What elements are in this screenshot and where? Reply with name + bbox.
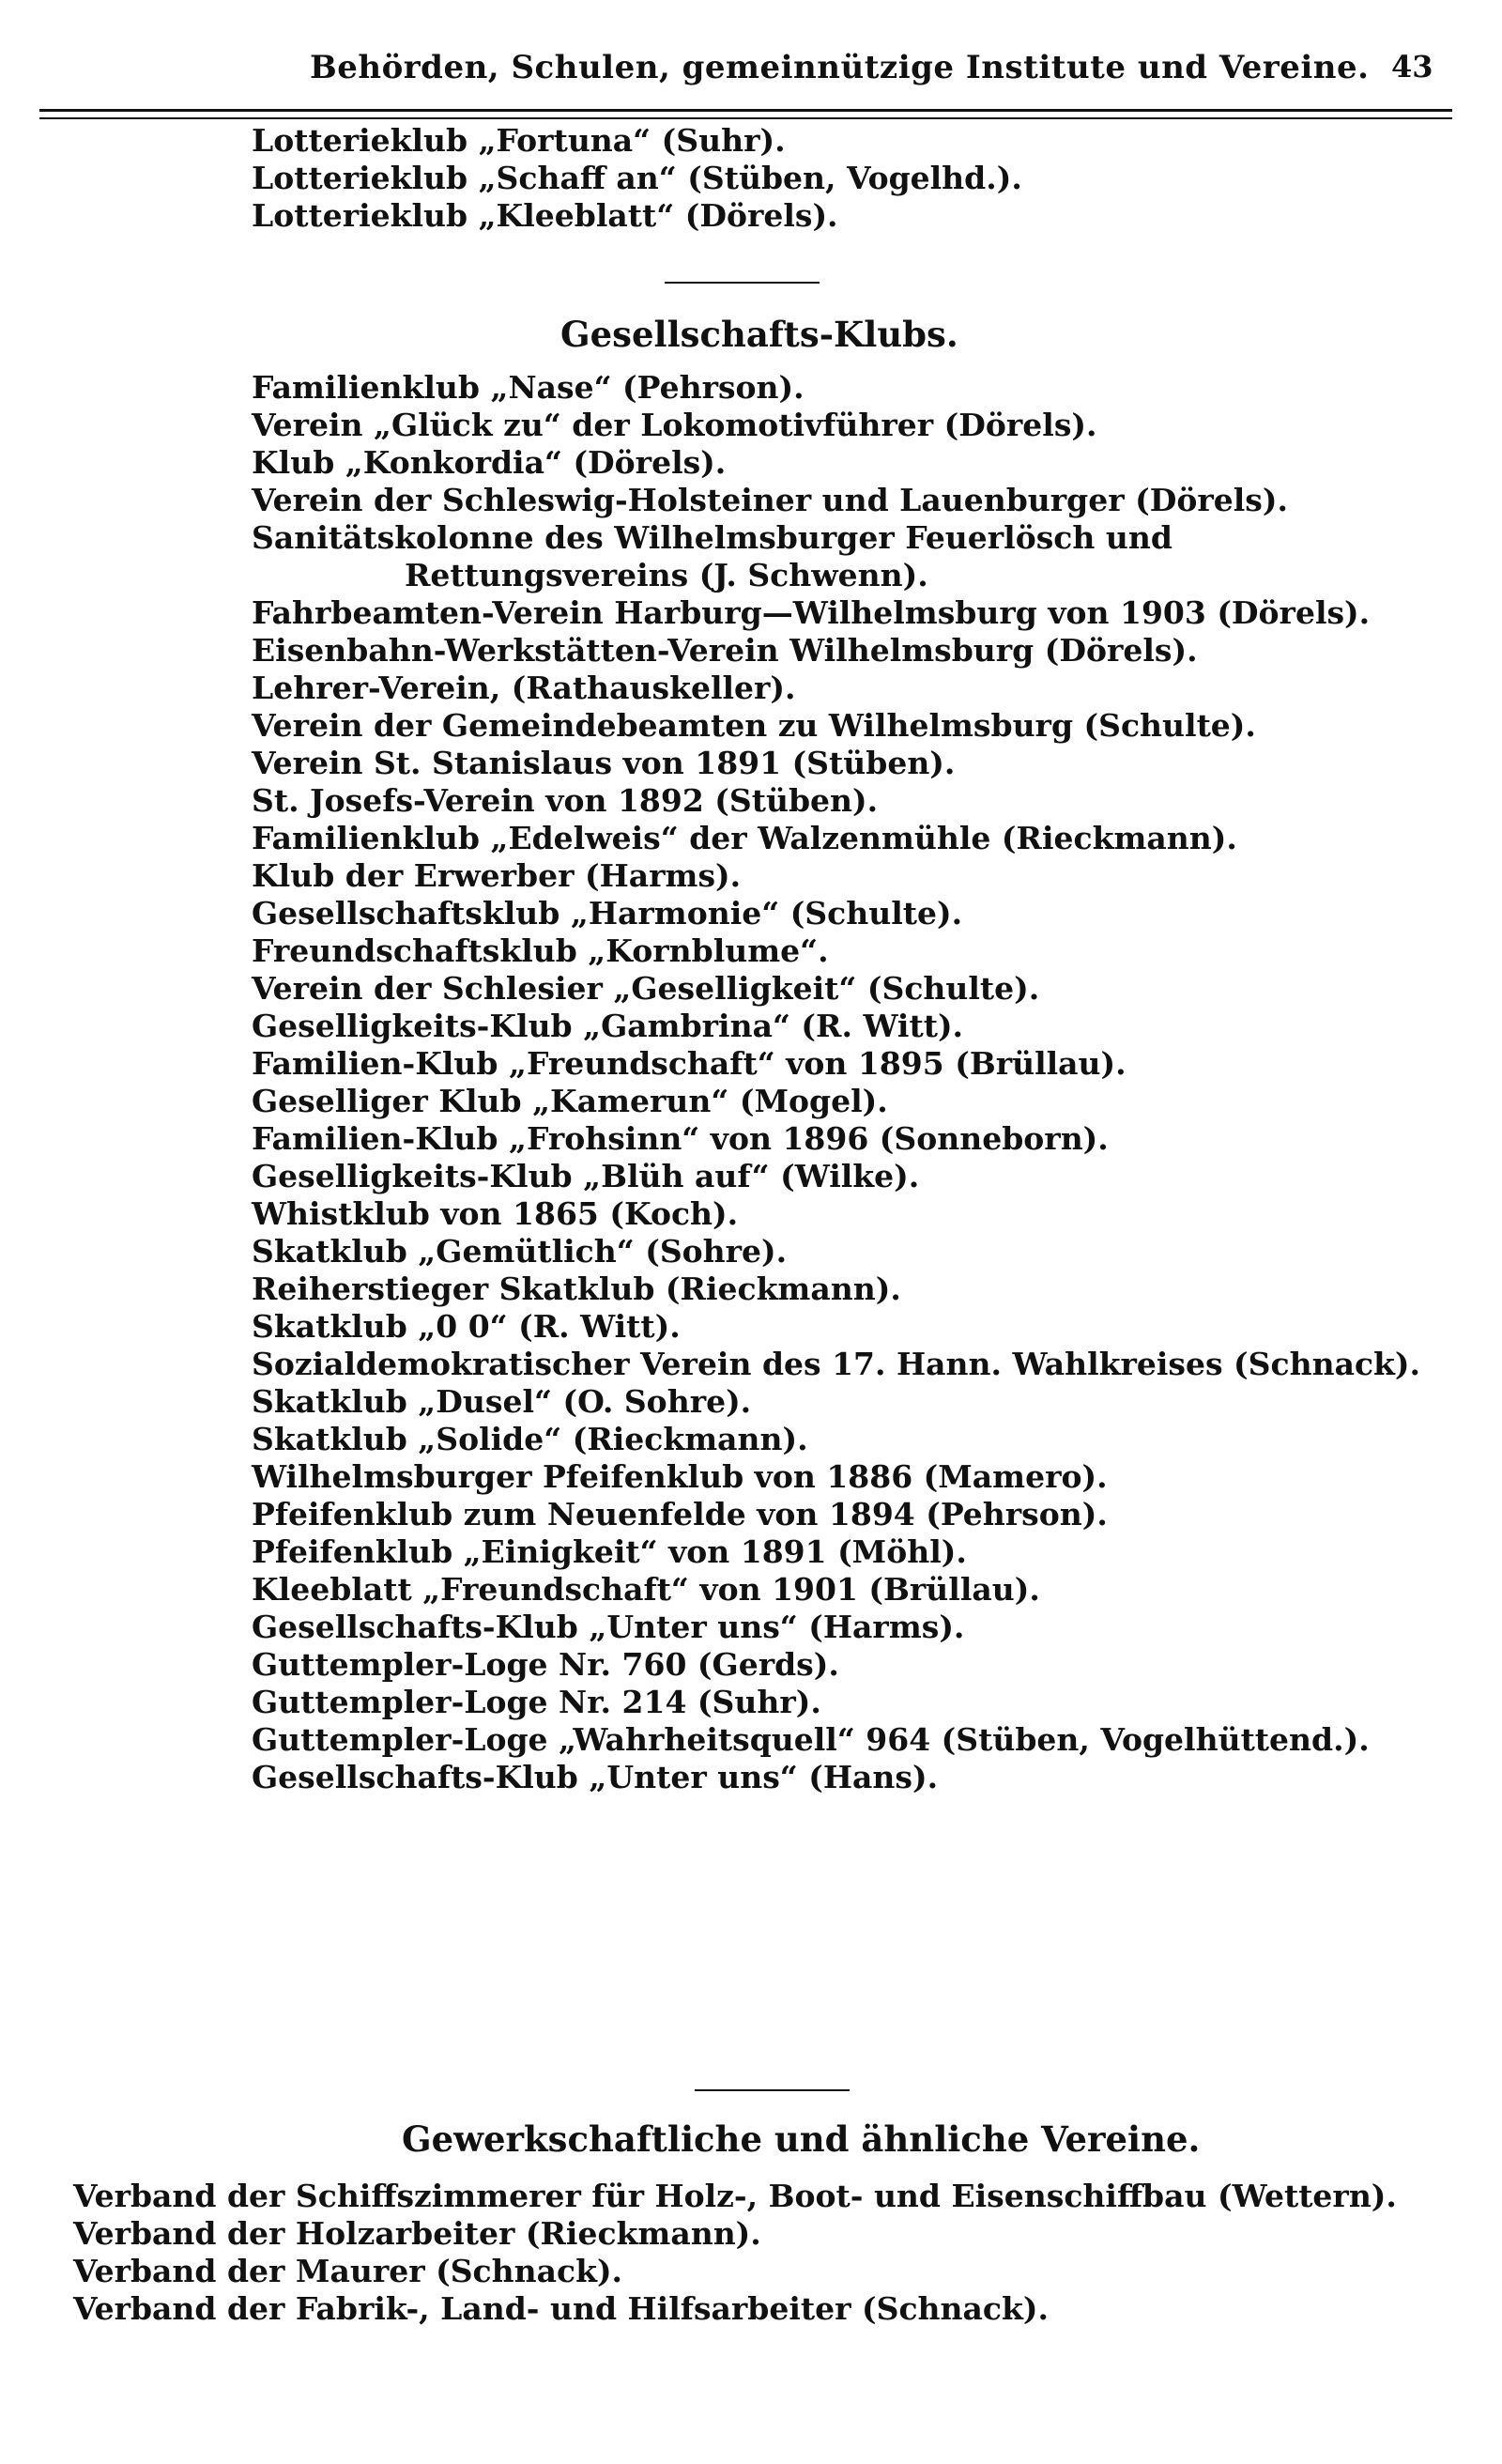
list-item: Geselligkeits-Klub „Gambrina“ (R. Witt). — [252, 1008, 964, 1044]
list-item: Lehrer-Verein, (Rathauskeller). — [252, 670, 796, 706]
list-item: Geselliger Klub „Kamerun“ (Mogel). — [252, 1083, 888, 1119]
list-item: Guttempler-Loge „Wahrheitsquell“ 964 (Stüben, Vogelhüttend.). — [252, 1721, 1370, 1758]
list-item: Gesellschaftsklub „Harmonie“ (Schulte). — [252, 895, 963, 932]
list-item: Whistklub von 1865 (Koch). — [252, 1195, 739, 1232]
list-item: Skatklub „Solide“ (Rieckmann). — [252, 1421, 808, 1457]
header-rule — [39, 109, 1452, 112]
list-item: Guttempler-Loge Nr. 760 (Gerds). — [252, 1646, 839, 1683]
list-item: Verein der Schleswig-Holsteiner und Lauenburger (Dörels). — [252, 482, 1288, 518]
list-item: Familien-Klub „Freundschaft“ von 1895 (Brüllau). — [252, 1045, 1126, 1082]
list-item: Klub „Konkordia“ (Dörels). — [252, 444, 727, 481]
list-item: Verein St. Stanislaus von 1891 (Stüben). — [252, 745, 956, 781]
list-item: Guttempler-Loge Nr. 214 (Suhr). — [252, 1684, 821, 1720]
list-item: Klub der Erwerber (Harms). — [252, 857, 742, 894]
list-item: Freundschaftsklub „Kornblume“. — [252, 932, 829, 969]
section-title-social-clubs: Gesellschafts-Klubs. — [560, 314, 958, 355]
list-item: Pfeifenklub zum Neuenfelde von 1894 (Pehrson). — [252, 1496, 1108, 1532]
list-item: Kleeblatt „Freundschaft“ von 1901 (Brüllau). — [252, 1571, 1040, 1608]
list-item-continuation: Rettungsvereins (J. Schwenn). — [405, 557, 928, 593]
list-item: Gesellschafts-Klub „Unter uns“ (Hans). — [252, 1759, 939, 1795]
trade-union-list — [73, 2178, 1397, 2328]
list-item: Verein der Gemeindebeamten zu Wilhelmsburg (Schulte). — [252, 707, 1256, 744]
list-item: Pfeifenklub „Einigkeit“ von 1891 (Möhl). — [252, 1533, 967, 1570]
list-item: Fahrbeamten-Verein Harburg—Wilhelmsburg von 1903 (Dörels). — [252, 594, 1371, 631]
list-item: Lotterieklub „Schaff an“ (Stüben, Vogelhd.). — [252, 160, 1022, 196]
list-item: Sanitätskolonne des Wilhelmsburger Feuerlösch und — [252, 519, 1172, 556]
list-item: Eisenbahn-Werkstätten-Verein Wilhelmsburg (Dörels). — [252, 632, 1198, 669]
header-rule-thin — [39, 117, 1452, 119]
list-item: Verband der Schiffszimmerer für Holz-, Boot- und Eisenschiffbau (Wettern). — [73, 2178, 1397, 2214]
list-item: Verein der Schlesier „Geselligkeit“ (Schulte). — [252, 970, 1040, 1007]
section-title-trade-unions: Gewerkschaftliche und ähnliche Vereine. — [402, 2118, 1201, 2160]
section-divider — [695, 2089, 850, 2091]
page-number: 43 — [1391, 49, 1433, 85]
list-item: Familienklub „Edelweis“ der Walzenmühle (Rieckmann). — [252, 820, 1237, 856]
list-item: Reiherstieger Skatklub (Rieckmann). — [252, 1270, 901, 1307]
list-item: Verband der Fabrik-, Land- und Hilfsarbeiter (Schnack). — [73, 2290, 1049, 2327]
list-item: Verband der Holzarbeiter (Rieckmann). — [73, 2215, 761, 2252]
list-item: Lotterieklub „Kleeblatt“ (Dörels). — [252, 197, 838, 234]
list-item: Skatklub „Gemütlich“ (Sohre). — [252, 1233, 788, 1270]
list-item: Verein „Glück zu“ der Lokomotivführer (Dörels). — [252, 407, 1097, 443]
list-item: Familienklub „Nase“ (Pehrson). — [252, 369, 805, 406]
section-divider — [665, 282, 820, 284]
list-item: Familien-Klub „Frohsinn“ von 1896 (Sonneborn). — [252, 1120, 1109, 1157]
running-header: Behörden, Schulen, gemeinnützige Institute und Vereine. — [310, 49, 1370, 86]
list-item: Skatklub „Dusel“ (O. Sohre). — [252, 1383, 752, 1420]
list-item: Geselligkeits-Klub „Blüh auf“ (Wilke). — [252, 1158, 920, 1194]
list-item: Lotterieklub „Fortuna“ (Suhr). — [252, 122, 786, 159]
list-item: Skatklub „0 0“ (R. Witt). — [252, 1308, 681, 1345]
lottery-club-list — [252, 122, 1022, 235]
social-club-list — [252, 369, 1420, 1796]
list-item: Gesellschafts-Klub „Unter uns“ (Harms). — [252, 1609, 965, 1645]
list-item: Wilhelmsburger Pfeifenklub von 1886 (Mamero). — [252, 1458, 1108, 1495]
list-item: Verband der Maurer (Schnack). — [73, 2253, 623, 2289]
list-item: St. Josefs-Verein von 1892 (Stüben). — [252, 782, 879, 819]
list-item: Sozialdemokratischer Verein des 17. Hann. Wahlkreises (Schnack). — [252, 1346, 1421, 1382]
